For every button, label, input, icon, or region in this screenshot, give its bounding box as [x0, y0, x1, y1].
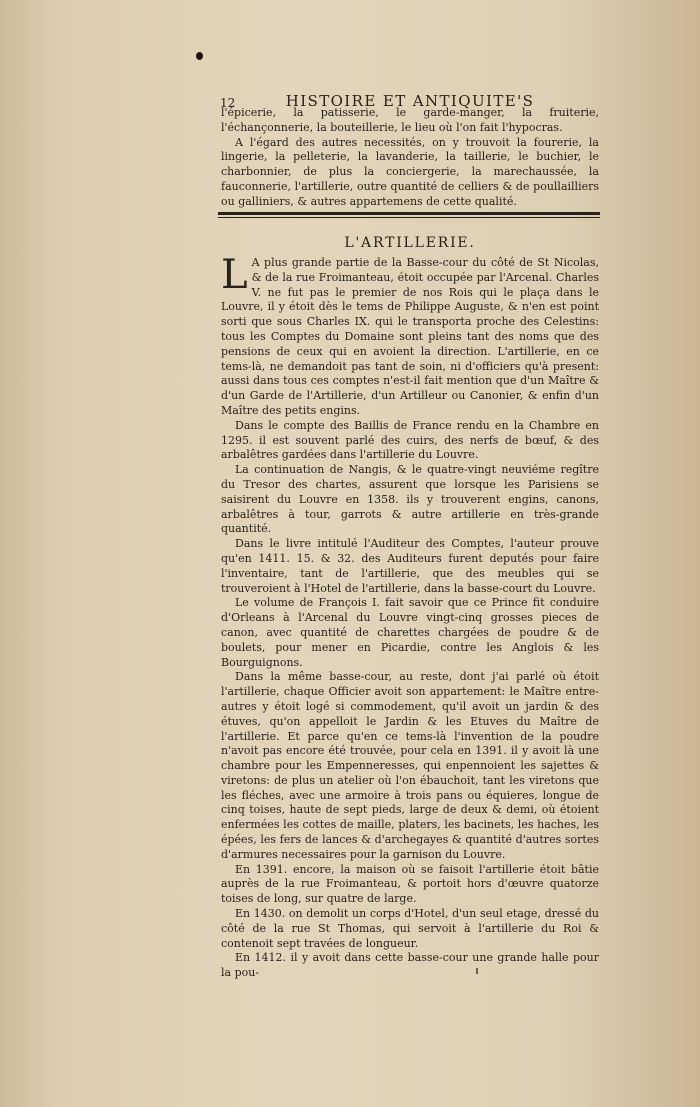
- section-paragraph: En 1412. il y avoit dans cette basse-cour une grande halle pour la pou-: [221, 951, 599, 980]
- section-paragraph: Dans la même basse-cour, au reste, dont j'ai parlé où étoit l'artillerie, chaque Officier avoit son appartement: le Maître entre-autres y étoit logé si commodement, qu'il avoit un jardin & des étuves, qu'on appelloit le Jardin & les Etuves du Maître de l'artillerie. Et parce qu'en ce tems-là l'invention de la poudre n'avoit pas encore été trouvée, pour cela en 1391. il y avoit là une chambre pour les Empenneresses, qui enpennoient les sajettes & viretons: de plus un atelier où l'on ébauchoit, tant les viretons que les fléches, avec une armoire à trois pans ou équieres, longue de cinq toises, haute de sept pieds, large de deux & demi, où étoient enfermées les cottes de maille, platers, les bacinets, les haches, les épées, les fers de lances & d'archegayes & quantité d'autres sortes d'armures necessaires pour la garnison du Louvre.: [221, 670, 599, 861]
- section-title: L'ARTILLERIE.: [344, 235, 476, 251]
- drop-cap: L: [221, 252, 248, 298]
- section-rule-thin: [218, 217, 600, 218]
- paragraph-text: A plus grande partie de la Basse-cour du côté de St Nicolas, & de la rue Froimanteau, étoit occupée par l'Arcenal. Charles V. ne fut pas le premier de nos Rois qui le plaça dans le Louvre, il y étoit dès le tems de Philippe Auguste, & n'en est point sorti que sous Charles IX. qui le transporta proche des Celestins: tous les Comptes du Domaine sont pleins tant des noms que des pensions de ceux qui en avoient la direction. L'artillerie, en ce tems-là, ne demandoit pas tant de soin, ni d'officiers qu'à present: aussi dans tous ces comptes n'est-il fait mention que d'un Maître & d'un Garde de l'Artillerie, d'un Artilleur ou Canonier, & enfin d'un Maître des petits engins.: [221, 256, 599, 417]
- section-paragraph: En 1391. encore, la maison où se faisoit l'artillerie étoit bâtie auprès de la rue Froimanteau, & portoit hors d'œuvre quatorze toises de long, sur quatre de large.: [221, 862, 599, 906]
- section-paragraph: La continuation de Nangis, & le quatre-vingt neuviéme regître du Tresor des chartes, assurent que lorsque les Parisiens se saisirent du Louvre en 1358. ils y trouverent engins, canons, arbalêtres à tour, garrots & autre artillerie en très-grande quantité.: [221, 463, 599, 536]
- section-rule-thick: [218, 212, 600, 215]
- section-paragraph: En 1430. on demolit un corps d'Hotel, d'un seul etage, dressé du côté de la rue St Thomas, qui servoit à l'artillerie du Roi & contenoit sept travées de longueur.: [221, 907, 599, 950]
- intro-paragraph: l'épicerie, la patisserie, le garde-manger, la fruiterie, l'échançonnerie, la bouteillerie, le lieu où l'on fait l'hypocras.: [221, 106, 599, 134]
- section-paragraph: Dans le livre intitulé l'Auditeur des Comptes, l'auteur prouve qu'en 1411. 15. & 32. des Auditeurs furent deputés pour faire l'inventaire, tant de l'artillerie, que des meubles qui se trouveroient à l'Hotel de l'artillerie, dans la basse-court du Louvre.: [221, 537, 599, 595]
- section-text: [221, 252, 599, 981]
- page-number: 12: [220, 96, 236, 110]
- section-paragraph: Le volume de François I. fait savoir que ce Prince fit conduire d'Orleans à l'Arcenal du Louvre vingt-cinq grosses pieces de canon, avec quantité de charettes chargées de poudre & de boulets, pour mener en Picardie, contre les Anglois & les Bourguignons.: [221, 596, 599, 669]
- section-paragraph: Dans le compte des Baillis de France rendu en la Chambre en 1295. il est souvent parlé des cuirs, des nerfs de bœuf, & des arbalêtres gardées dans l'artillerie du Louvre.: [221, 418, 599, 462]
- running-head: HISTOIRE ET ANTIQUITE'S: [285, 92, 535, 110]
- section-paragraph: [221, 252, 599, 419]
- intro-paragraph: A l'égard des autres necessités, on y trouvoit la fourerie, la lingerie, la pelleterie, la lavanderie, la taillerie, le buchier, le charbonnier, de plus la conciergerie, la marechaussée, la fauconnerie, l'artillerie, outre quantité de celliers & de poullailliers ou galliniers, & autres appartemens de cette qualité.: [221, 135, 599, 208]
- ink-blot: [196, 52, 203, 60]
- intro-text: [221, 106, 599, 210]
